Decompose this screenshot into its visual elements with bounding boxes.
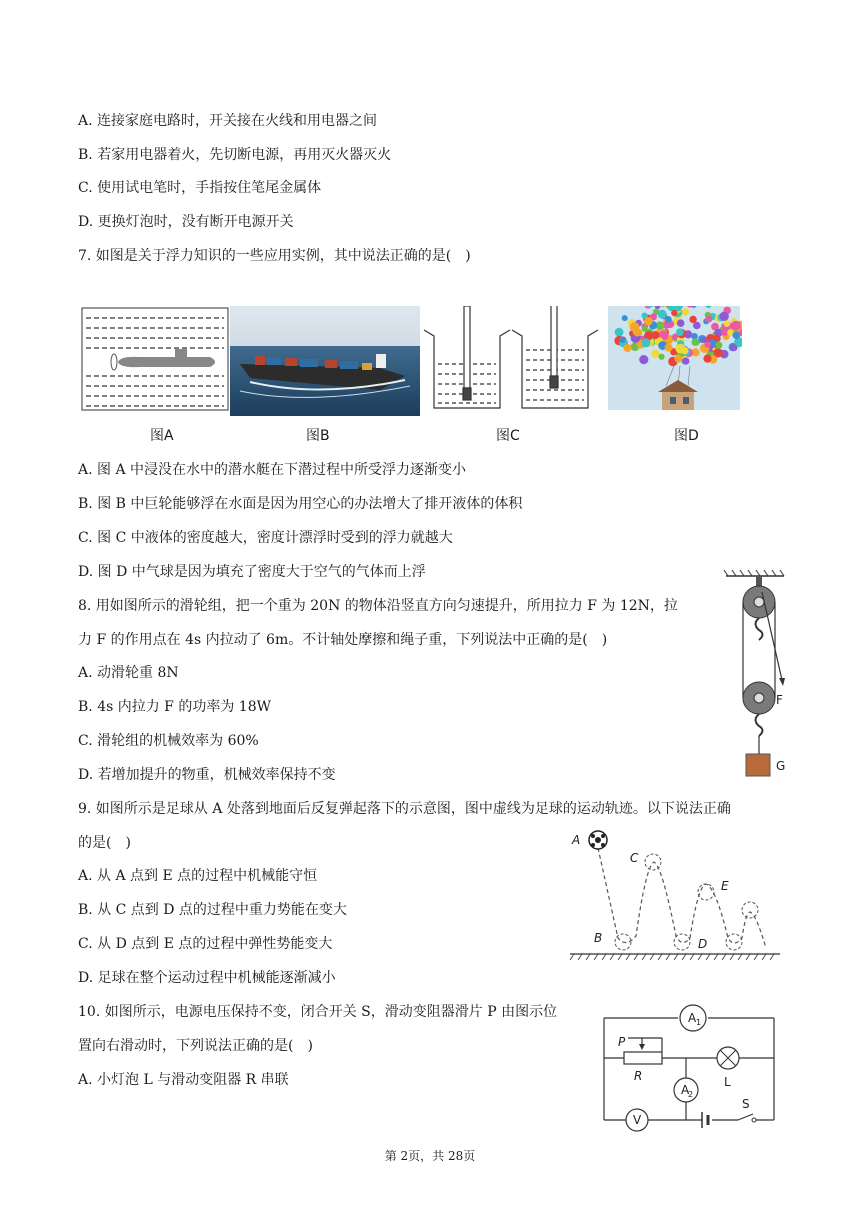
- ball-label-d: D: [698, 937, 708, 951]
- balloon: [731, 321, 741, 331]
- balloon: [731, 344, 738, 351]
- balloon: [619, 337, 625, 343]
- q9-stem-cont: 的是( ): [78, 835, 131, 851]
- fig-c-caption: 图C: [496, 428, 520, 444]
- circuit-a2-sub: 2: [688, 1090, 694, 1099]
- balloon: [639, 355, 648, 364]
- balloon: [615, 328, 624, 337]
- fig-b-ship-photo: [230, 306, 420, 416]
- fig-d-balloons-photo: [608, 306, 742, 410]
- balloon: [623, 344, 631, 352]
- q10-circuit-figure: [598, 1000, 780, 1134]
- balloon: [644, 317, 653, 326]
- circuit-a2-label: A: [681, 1083, 690, 1097]
- fig-c-hydrometers: [424, 306, 598, 408]
- balloon: [659, 354, 665, 360]
- ball-label-a: A: [572, 833, 581, 847]
- q7-option-d: D. 图 D 中气球是因为填充了密度大于空气的气体而上浮: [78, 564, 426, 580]
- q6-option-b: B. 若家用电器着火，先切断电源，再用灭火器灭火: [78, 147, 392, 163]
- balloon: [676, 328, 684, 336]
- q8-option-c: C. 滑轮组的机械效率为 60%: [78, 733, 259, 749]
- pulley-force-label: F: [776, 693, 783, 707]
- q9-option-c: C. 从 D 点到 E 点的过程中弹性势能变大: [78, 936, 333, 952]
- q7-stem: 7. 如图是关于浮力知识的一些应用实例，其中说法正确的是( ): [78, 248, 471, 264]
- q7-option-b: B. 图 B 中巨轮能够浮在水面是因为用空心的办法增大了排开液体的体积: [78, 496, 523, 512]
- q9-option-b: B. 从 C 点到 D 点的过程中重力势能在变大: [78, 902, 347, 918]
- balloon: [692, 339, 699, 346]
- balloon: [693, 322, 701, 330]
- balloon: [641, 338, 650, 347]
- balloon: [665, 344, 673, 352]
- circuit-a1-sub: 1: [696, 1018, 702, 1027]
- balloon: [715, 342, 722, 349]
- q7-option-a: A. 图 A 中浸没在水中的潜水艇在下潜过程中所受浮力逐渐变小: [78, 462, 467, 478]
- balloon: [677, 319, 685, 327]
- q10-stem: 10. 如图所示，电源电压保持不变，闭合开关 S，滑动变阻器滑片 P 由图示位: [78, 1004, 558, 1020]
- ball-label-c: C: [630, 851, 639, 865]
- fig-a-caption: 图A: [150, 428, 174, 444]
- balloon: [633, 328, 641, 336]
- q6-option-c: C. 使用试电笔时，手指按住笔尾金属体: [78, 180, 322, 196]
- circuit-s-label: S: [742, 1097, 750, 1111]
- q8-pulley-figure: [722, 568, 796, 782]
- balloon: [682, 308, 689, 315]
- fig-b-caption: 图B: [306, 428, 330, 444]
- ball-label-e: E: [721, 879, 729, 893]
- q8-option-b: B. 4s 内拉力 F 的功率为 18W: [78, 699, 271, 715]
- balloon: [651, 350, 659, 358]
- balloon: [682, 358, 689, 365]
- q10-stem-cont: 置向右滑动时，下列说法正确的是( ): [78, 1038, 313, 1054]
- q6-option-d: D. 更换灯泡时，没有断开电源开关: [78, 214, 294, 230]
- balloon: [703, 355, 711, 363]
- q6-option-a: A. 连接家庭电路时，开关接在火线和用电器之间: [78, 113, 378, 129]
- balloon: [665, 316, 672, 323]
- balloon: [622, 315, 628, 321]
- fig-a-submarine: [82, 308, 228, 410]
- balloon: [705, 316, 712, 323]
- balloon: [671, 310, 677, 316]
- circuit-v-label: V: [633, 1113, 642, 1127]
- q8-stem: 8. 用如图所示的滑轮组，把一个重为 20N 的物体沿竖直方向匀速提升，所用拉力 F 为 12N，拉: [78, 598, 678, 614]
- q10-option-a: A. 小灯泡 L 与滑动变阻器 R 串联: [78, 1072, 289, 1088]
- q8-stem-cont: 力 F 的作用点在 4s 内拉动了 6m。不计轴处摩擦和绳子重，下列说法中正确的是( ): [78, 632, 608, 648]
- balloon: [674, 355, 682, 363]
- ball-label-b: B: [594, 931, 603, 945]
- page-footer: 第 2页，共 28页: [384, 1149, 476, 1163]
- q9-option-a: A. 从 A 点到 E 点的过程中机械能守恒: [78, 868, 318, 884]
- q9-ball-figure: [566, 826, 784, 962]
- balloon: [720, 312, 729, 321]
- circuit-l-label: L: [724, 1075, 731, 1089]
- q7-option-c: C. 图 C 中液体的密度越大，密度计漂浮时受到的浮力就越大: [78, 530, 453, 546]
- q7-figures: [80, 306, 742, 418]
- circuit-p-label: P: [618, 1035, 626, 1049]
- balloon: [658, 310, 667, 319]
- q8-option-a: A. 动滑轮重 8N: [78, 665, 179, 681]
- balloon: [676, 344, 686, 354]
- pulley-weight-label: G: [776, 759, 786, 773]
- balloon: [705, 342, 711, 348]
- circuit-a1-label: A: [688, 1011, 697, 1025]
- q8-option-d: D. 若增加提升的物重，机械效率保持不变: [78, 767, 336, 783]
- fig-d-caption: 图D: [674, 428, 699, 444]
- circuit-r-label: R: [634, 1069, 643, 1083]
- balloon: [724, 320, 731, 327]
- q9-stem: 9. 如图所示是足球从 A 处落到地面后反复弹起落下的示意图，图中虚线为足球的运动轨迹。以下说法正确: [78, 801, 731, 817]
- q9-option-d: D. 足球在整个运动过程中机械能逐渐减小: [78, 970, 336, 986]
